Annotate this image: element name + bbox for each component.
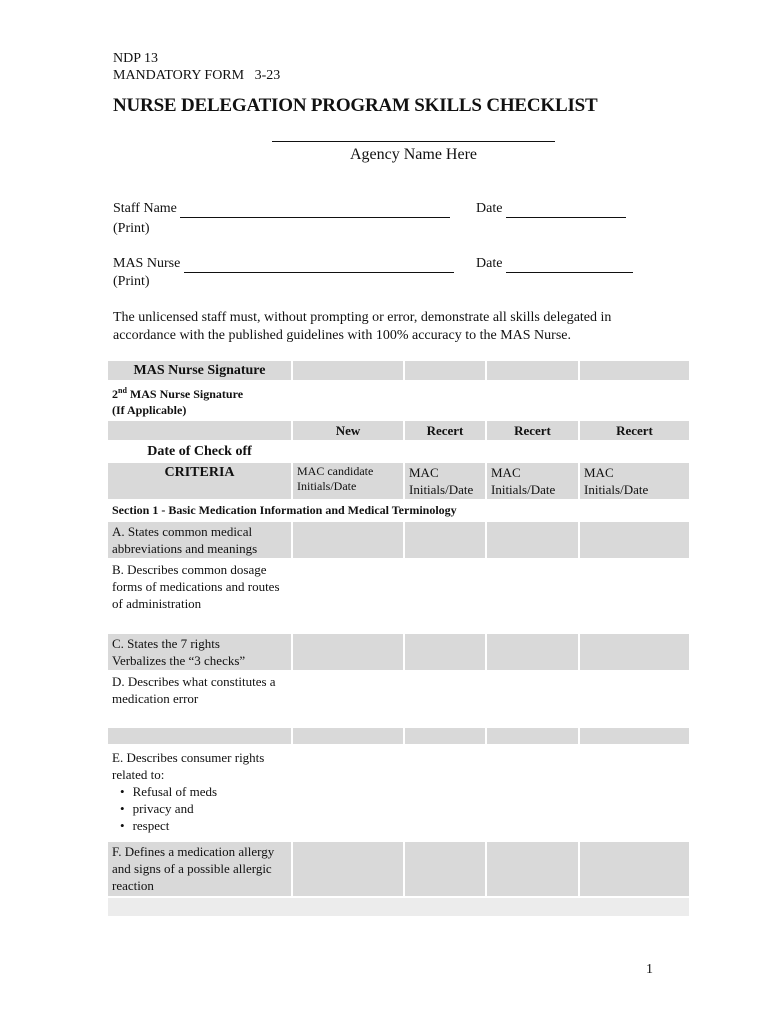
- criterion-b: B. Describes common dosage forms of medications and routes of administration: [108, 560, 291, 632]
- initials-cell[interactable]: [580, 560, 689, 632]
- initials-cell[interactable]: [293, 672, 403, 726]
- initials-cell[interactable]: [405, 746, 485, 840]
- signature-cell[interactable]: [487, 382, 578, 419]
- initials-cell[interactable]: [405, 522, 485, 558]
- instructions: The unlicensed staff must, without prompting or error, demonstrate all skills delegated in accordance with the published guidelines with 100% accuracy to the MAS Nurse.: [113, 310, 612, 343]
- initials-cell[interactable]: [580, 672, 689, 726]
- signature-cell[interactable]: [580, 382, 689, 419]
- initials-cell[interactable]: [487, 560, 578, 632]
- initials-cell[interactable]: [487, 672, 578, 726]
- initials-cell[interactable]: [580, 746, 689, 840]
- initials-cell[interactable]: [487, 522, 578, 558]
- criterion-d: D. Describes what constitutes a medication error: [108, 672, 291, 726]
- initials-cell[interactable]: [405, 634, 485, 670]
- date-cell[interactable]: [487, 442, 578, 461]
- form-label: MANDATORY FORM 3-23: [113, 68, 281, 83]
- initials-cell[interactable]: [487, 746, 578, 840]
- date-cell[interactable]: [405, 442, 485, 461]
- table-footer-row: [108, 898, 689, 916]
- criteria-column: MAC candidate Initials/Date: [293, 463, 403, 499]
- criteria-label: CRITERIA: [108, 463, 291, 499]
- bullet-item: • Refusal of meds: [134, 783, 287, 800]
- initials-cell[interactable]: [405, 672, 485, 726]
- initials-cell[interactable]: [293, 522, 403, 558]
- signature-cell[interactable]: [293, 361, 403, 380]
- initials-cell[interactable]: [293, 842, 403, 896]
- mas-signature-label: MAS Nurse Signature: [108, 361, 291, 380]
- bullet-item: • respect: [134, 817, 287, 834]
- staff-date-label: Date: [476, 201, 503, 216]
- initials-cell[interactable]: [293, 746, 403, 840]
- initials-cell[interactable]: [580, 634, 689, 670]
- agency-name: Agency Name Here: [349, 146, 478, 163]
- criteria-column: MAC Initials/Date: [580, 463, 689, 499]
- staff-name-field[interactable]: [180, 201, 450, 218]
- criteria-column: MAC Initials/Date: [487, 463, 578, 499]
- spacer-cell: [487, 728, 578, 744]
- staff-name-label: Staff Name: [113, 201, 177, 216]
- initials-cell[interactable]: [293, 634, 403, 670]
- signature-cell[interactable]: [405, 361, 485, 380]
- column-header: Recert: [487, 421, 578, 440]
- date-cell[interactable]: [293, 442, 403, 461]
- criterion-f: F. Defines a medication allergy and signs of a possible allergic reaction: [108, 842, 291, 896]
- criteria-column: MAC Initials/Date: [405, 463, 485, 499]
- mas-nurse-row: [113, 256, 454, 273]
- spacer-cell: [108, 728, 291, 744]
- spacer-cell: [405, 728, 485, 744]
- mas-nurse-print-label: (Print): [113, 274, 150, 289]
- signature-cell[interactable]: [487, 361, 578, 380]
- column-header: Recert: [580, 421, 689, 440]
- mas-nurse-field[interactable]: [184, 256, 454, 273]
- signature-cell[interactable]: [405, 382, 485, 419]
- initials-cell[interactable]: [580, 842, 689, 896]
- initials-cell[interactable]: [293, 560, 403, 632]
- initials-cell[interactable]: [405, 560, 485, 632]
- staff-date-field[interactable]: [506, 201, 626, 218]
- bullet-item: • privacy and: [134, 800, 287, 817]
- criterion-c: C. States the 7 rights Verbalizes the “3 checks”: [108, 634, 291, 670]
- page-number: 1: [646, 962, 653, 977]
- signature-cell[interactable]: [293, 382, 403, 419]
- page-title: NURSE DELEGATION PROGRAM SKILLS CHECKLIST: [113, 95, 598, 116]
- initials-cell[interactable]: [405, 842, 485, 896]
- column-header: Recert: [405, 421, 485, 440]
- mas-nurse-date-field[interactable]: [506, 256, 633, 273]
- staff-date-row: [476, 201, 626, 218]
- second-signature-label: 2nd MAS Nurse Signature (If Applicable): [108, 382, 291, 419]
- agency-underline: [272, 141, 555, 142]
- header-blank-cell: [108, 421, 291, 440]
- date-cell[interactable]: [580, 442, 689, 461]
- section-1-heading: Section 1 - Basic Medication Information and Medical Terminology: [108, 501, 689, 520]
- spacer-cell: [293, 728, 403, 744]
- form-code: NDP 13: [113, 51, 158, 66]
- staff-name-row: [113, 201, 450, 218]
- mas-nurse-date-label: Date: [476, 256, 503, 271]
- initials-cell[interactable]: [487, 634, 578, 670]
- skills-checklist-table: [106, 359, 691, 918]
- staff-print-label: (Print): [113, 221, 150, 236]
- initials-cell[interactable]: [487, 842, 578, 896]
- date-of-checkoff-label: Date of Check off: [108, 442, 291, 461]
- criterion-e: E. Describes consumer rights related to: • Refusal of meds • privacy and • respect: [108, 746, 291, 840]
- mas-nurse-date-row: [476, 256, 633, 273]
- initials-cell[interactable]: [580, 522, 689, 558]
- spacer-cell: [580, 728, 689, 744]
- signature-cell[interactable]: [580, 361, 689, 380]
- column-header: New: [293, 421, 403, 440]
- mas-nurse-label: MAS Nurse: [113, 256, 181, 271]
- criterion-a: A. States common medical abbreviations and meanings: [108, 522, 291, 558]
